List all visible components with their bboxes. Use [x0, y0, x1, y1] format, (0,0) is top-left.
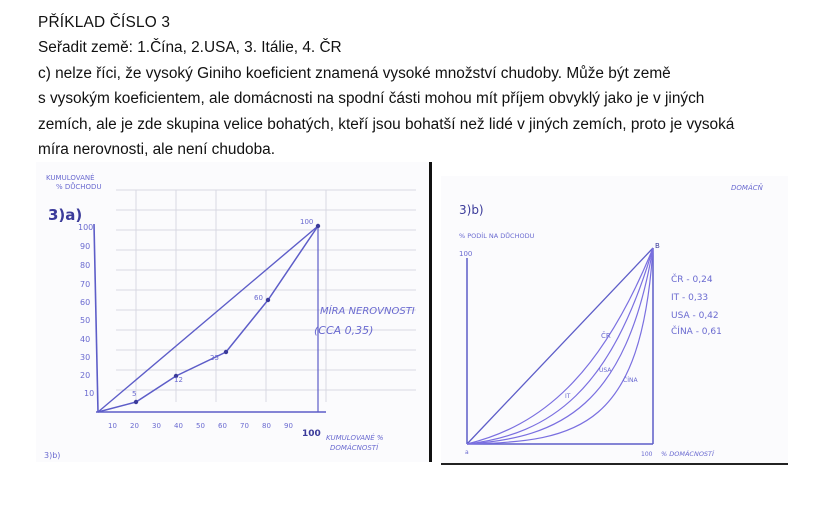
y-tick: 90 [80, 242, 91, 251]
figure-b-legend [671, 273, 722, 337]
figure-a-canvas [36, 162, 432, 462]
figure-b-y-tick: 100 [459, 250, 473, 258]
figure-b-x-tick: 100 [641, 451, 653, 458]
y-tick: 40 [80, 335, 91, 344]
legend-item-cina: ČÍNA - 0,61 [671, 327, 722, 337]
figure-b-label: 3)b) [459, 203, 484, 217]
figure-b-origin-label: a [465, 449, 469, 456]
x-tick: 30 [152, 422, 161, 430]
scan-background-grid [116, 190, 416, 402]
scan-edge [429, 162, 432, 462]
y-tick: 100 [78, 223, 94, 232]
equality-line [98, 226, 318, 412]
point-label: 5 [132, 390, 137, 398]
figure-a-ylabel-1: KUMULOVANÉ [46, 174, 95, 182]
figure-b-canvas [441, 176, 788, 461]
x-tick: 50 [196, 422, 205, 430]
task-line: Seřadit země: 1.Čína, 2.USA, 3. Itálie, 4. ČR [38, 39, 342, 57]
curve-label: ČR [601, 332, 611, 340]
legend-item-it: IT - 0,33 [671, 293, 709, 303]
x-tick: 80 [262, 422, 271, 430]
figure-b-top-right-label: DOMÁCŇ [731, 184, 763, 192]
legend-item-cr: ČR - 0,24 [671, 275, 713, 285]
figure-a-ylabel-2: % DŮCHODU [56, 183, 102, 191]
curve-points [134, 224, 320, 404]
inequality-annotation-2: (CCA 0,35) [314, 324, 374, 337]
x-tick: 10 [108, 422, 117, 430]
y-tick: 80 [80, 261, 91, 270]
legend-item-usa: USA - 0,42 [671, 311, 719, 321]
text-block [38, 10, 808, 162]
curve-label: IT [565, 393, 571, 400]
figure-a-y-ticks [78, 223, 94, 398]
y-tick: 50 [80, 316, 91, 325]
figure-a-footer: 3)b) [44, 451, 61, 460]
answer-line-4: míra nerovnosti, ale není chudoba. [38, 141, 275, 159]
handwritten-lorenz-figure-b [441, 176, 788, 465]
x-tick: 20 [130, 422, 139, 430]
figure-a-label: 3)a) [48, 206, 83, 224]
point-label: 60 [254, 294, 263, 302]
figure-a-xlabel-1: KUMULOVANÉ % [326, 434, 384, 442]
curve-label: USA [599, 367, 612, 374]
answer-line-2: s vysokým koeficientem, ale domácnosti na spodní části mohou mít příjem obvyklý jako je v jiných [38, 90, 705, 108]
handwritten-lorenz-figure-a [36, 162, 432, 462]
figure-b-ylabel: % PODÍL NA DŮCHODU [459, 232, 535, 240]
figure-b-xlabel: % DOMÁCNOSTÍ [661, 450, 714, 458]
y-tick: 70 [80, 280, 91, 289]
figure-a-xlabel-2: DOMÁCNOSTÍ [330, 444, 379, 452]
inequality-annotation-1: MÍRA NEROVNOSTI [320, 306, 415, 317]
figure-b-corner-label: B [655, 242, 660, 250]
answer-line-1: c) nelze říci, že vysoký Giniho koeficient znamená vysoké množství chudoby. Může být země [38, 64, 671, 82]
answer-line-3: zemích, ale je zde skupina velice bohatých, kteří jsou bohatší než lidé v jiných zemích, proto je vysoká [38, 115, 735, 133]
figure-a-x-ticks [108, 422, 321, 439]
y-tick: 60 [80, 298, 91, 307]
point-label: 100 [300, 218, 314, 226]
point-label: 12 [174, 376, 183, 384]
y-tick: 20 [80, 371, 91, 380]
y-tick: 10 [84, 389, 95, 398]
x-tick: 100 [302, 429, 321, 439]
page-heading: PŘÍKLAD ČÍSLO 3 [38, 14, 171, 31]
point-label: 25 [210, 354, 219, 362]
y-tick: 30 [80, 353, 91, 362]
x-tick: 40 [174, 422, 183, 430]
x-tick: 90 [284, 422, 293, 430]
x-tick: 70 [240, 422, 249, 430]
curve-label: ČÍNA [623, 377, 638, 384]
x-tick: 60 [218, 422, 227, 430]
